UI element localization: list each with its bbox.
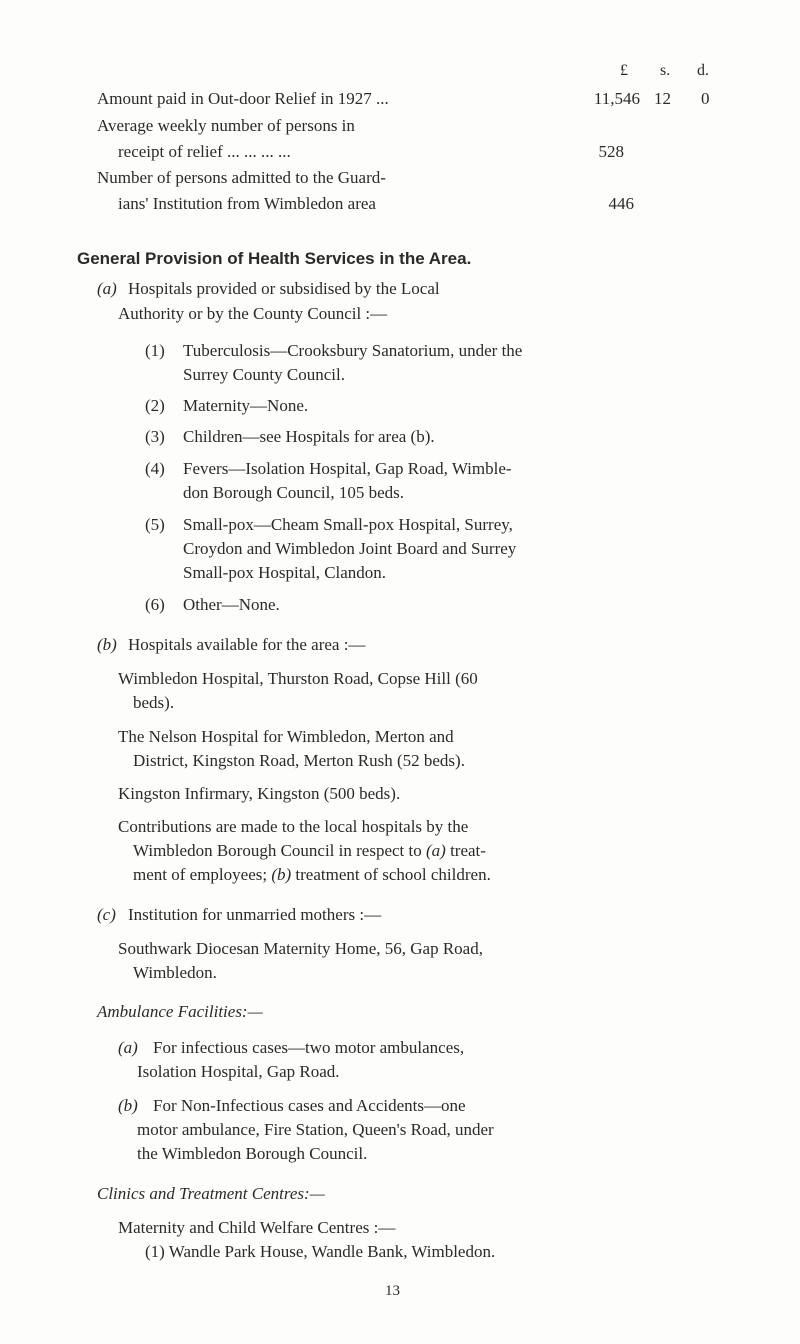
relief-amount-pence: 0 bbox=[701, 89, 710, 108]
ambulance-a-text: For infectious cases—two motor ambulances, bbox=[153, 1038, 465, 1057]
list-item: Maternity—None. bbox=[183, 396, 309, 415]
relief-admitted-value: 446 bbox=[608, 194, 634, 213]
list-item: Small-pox—Cheam Small-pox Hospital, Surrey, bbox=[183, 515, 513, 534]
relief-amount-shillings: 12 bbox=[654, 89, 671, 108]
list-item-number: (3) bbox=[145, 427, 165, 446]
list-item: Tuberculosis—Crooksbury Sanatorium, under the bbox=[183, 341, 523, 360]
contributions-text: Wimbledon Borough Council in respect to (a) treat- bbox=[133, 841, 486, 860]
section-a-marker: (a) bbox=[97, 279, 117, 298]
section-heading: General Provision of Health Services in the Area. bbox=[77, 249, 472, 268]
ambulance-b-marker: (b) bbox=[118, 1096, 138, 1115]
section-c-marker: (c) bbox=[97, 905, 116, 924]
col-header-shillings: s. bbox=[660, 62, 671, 79]
list-item: Other—None. bbox=[183, 595, 280, 614]
page-number: 13 bbox=[385, 1283, 400, 1299]
list-item: Croydon and Wimbledon Joint Board and Surrey bbox=[183, 539, 517, 558]
contributions-text: ment of employees; (b) treatment of school children. bbox=[133, 865, 491, 884]
relief-amount-pounds: 11,546 bbox=[593, 89, 640, 108]
list-item: Surrey County Council. bbox=[183, 365, 345, 384]
col-header-pounds: £ bbox=[620, 62, 628, 79]
list-item-number: (4) bbox=[145, 459, 165, 478]
maternity-home: Wimbledon. bbox=[133, 963, 217, 982]
maternity-home: Southwark Diocesan Maternity Home, 56, Gap Road, bbox=[118, 939, 483, 958]
contributions-text: Contributions are made to the local hospitals by the bbox=[118, 817, 469, 836]
hospital-entry: Wimbledon Hospital, Thurston Road, Copse Hill (60 bbox=[118, 669, 478, 688]
section-c-intro: Institution for unmarried mothers :— bbox=[128, 905, 382, 924]
hospital-entry: Kingston Infirmary, Kingston (500 beds). bbox=[118, 784, 401, 803]
col-header-pence: d. bbox=[697, 62, 709, 79]
relief-row-label: Average weekly number of persons in bbox=[97, 116, 355, 135]
list-item: Children—see Hospitals for area (b). bbox=[183, 427, 435, 446]
list-item-number: (5) bbox=[145, 515, 165, 534]
ambulance-b-text: motor ambulance, Fire Station, Queen's Road, under bbox=[137, 1120, 494, 1139]
relief-weekly-value: 528 bbox=[598, 142, 624, 161]
list-item-number: (6) bbox=[145, 595, 165, 614]
relief-row-label: receipt of relief ... ... ... ... bbox=[118, 142, 291, 161]
list-item: Small-pox Hospital, Clandon. bbox=[183, 563, 387, 582]
list-item-number: (1) bbox=[145, 341, 165, 360]
section-b-marker: (b) bbox=[97, 635, 117, 654]
ambulance-heading: Ambulance Facilities:— bbox=[97, 1002, 263, 1021]
ambulance-b-text: For Non-Infectious cases and Accidents—one bbox=[153, 1096, 466, 1115]
clinics-heading: Clinics and Treatment Centres:— bbox=[97, 1184, 325, 1203]
clinics-subheading: Maternity and Child Welfare Centres :— bbox=[118, 1218, 396, 1237]
hospital-entry: beds). bbox=[133, 693, 175, 712]
ambulance-b-text: the Wimbledon Borough Council. bbox=[137, 1144, 368, 1163]
ambulance-a-marker: (a) bbox=[118, 1038, 138, 1057]
relief-row-label: Amount paid in Out-door Relief in 1927 ... bbox=[97, 89, 389, 108]
section-a-intro: Authority or by the County Council :— bbox=[118, 304, 388, 323]
relief-row-label: ians' Institution from Wimbledon area bbox=[118, 194, 376, 213]
list-item: Fevers—Isolation Hospital, Gap Road, Wimble- bbox=[183, 459, 512, 478]
hospital-entry: District, Kingston Road, Merton Rush (52 beds). bbox=[133, 751, 465, 770]
list-item: don Borough Council, 105 beds. bbox=[183, 483, 404, 502]
section-a-intro: Hospitals provided or subsidised by the Local bbox=[128, 279, 440, 298]
section-b-intro: Hospitals available for the area :— bbox=[128, 635, 366, 654]
relief-row-label: Number of persons admitted to the Guard- bbox=[97, 168, 386, 187]
clinic-item: (1) Wandle Park House, Wandle Bank, Wimbledon. bbox=[145, 1242, 496, 1261]
hospital-entry: The Nelson Hospital for Wimbledon, Merton and bbox=[118, 727, 454, 746]
ambulance-a-text: Isolation Hospital, Gap Road. bbox=[137, 1062, 340, 1081]
list-item-number: (2) bbox=[145, 396, 165, 415]
